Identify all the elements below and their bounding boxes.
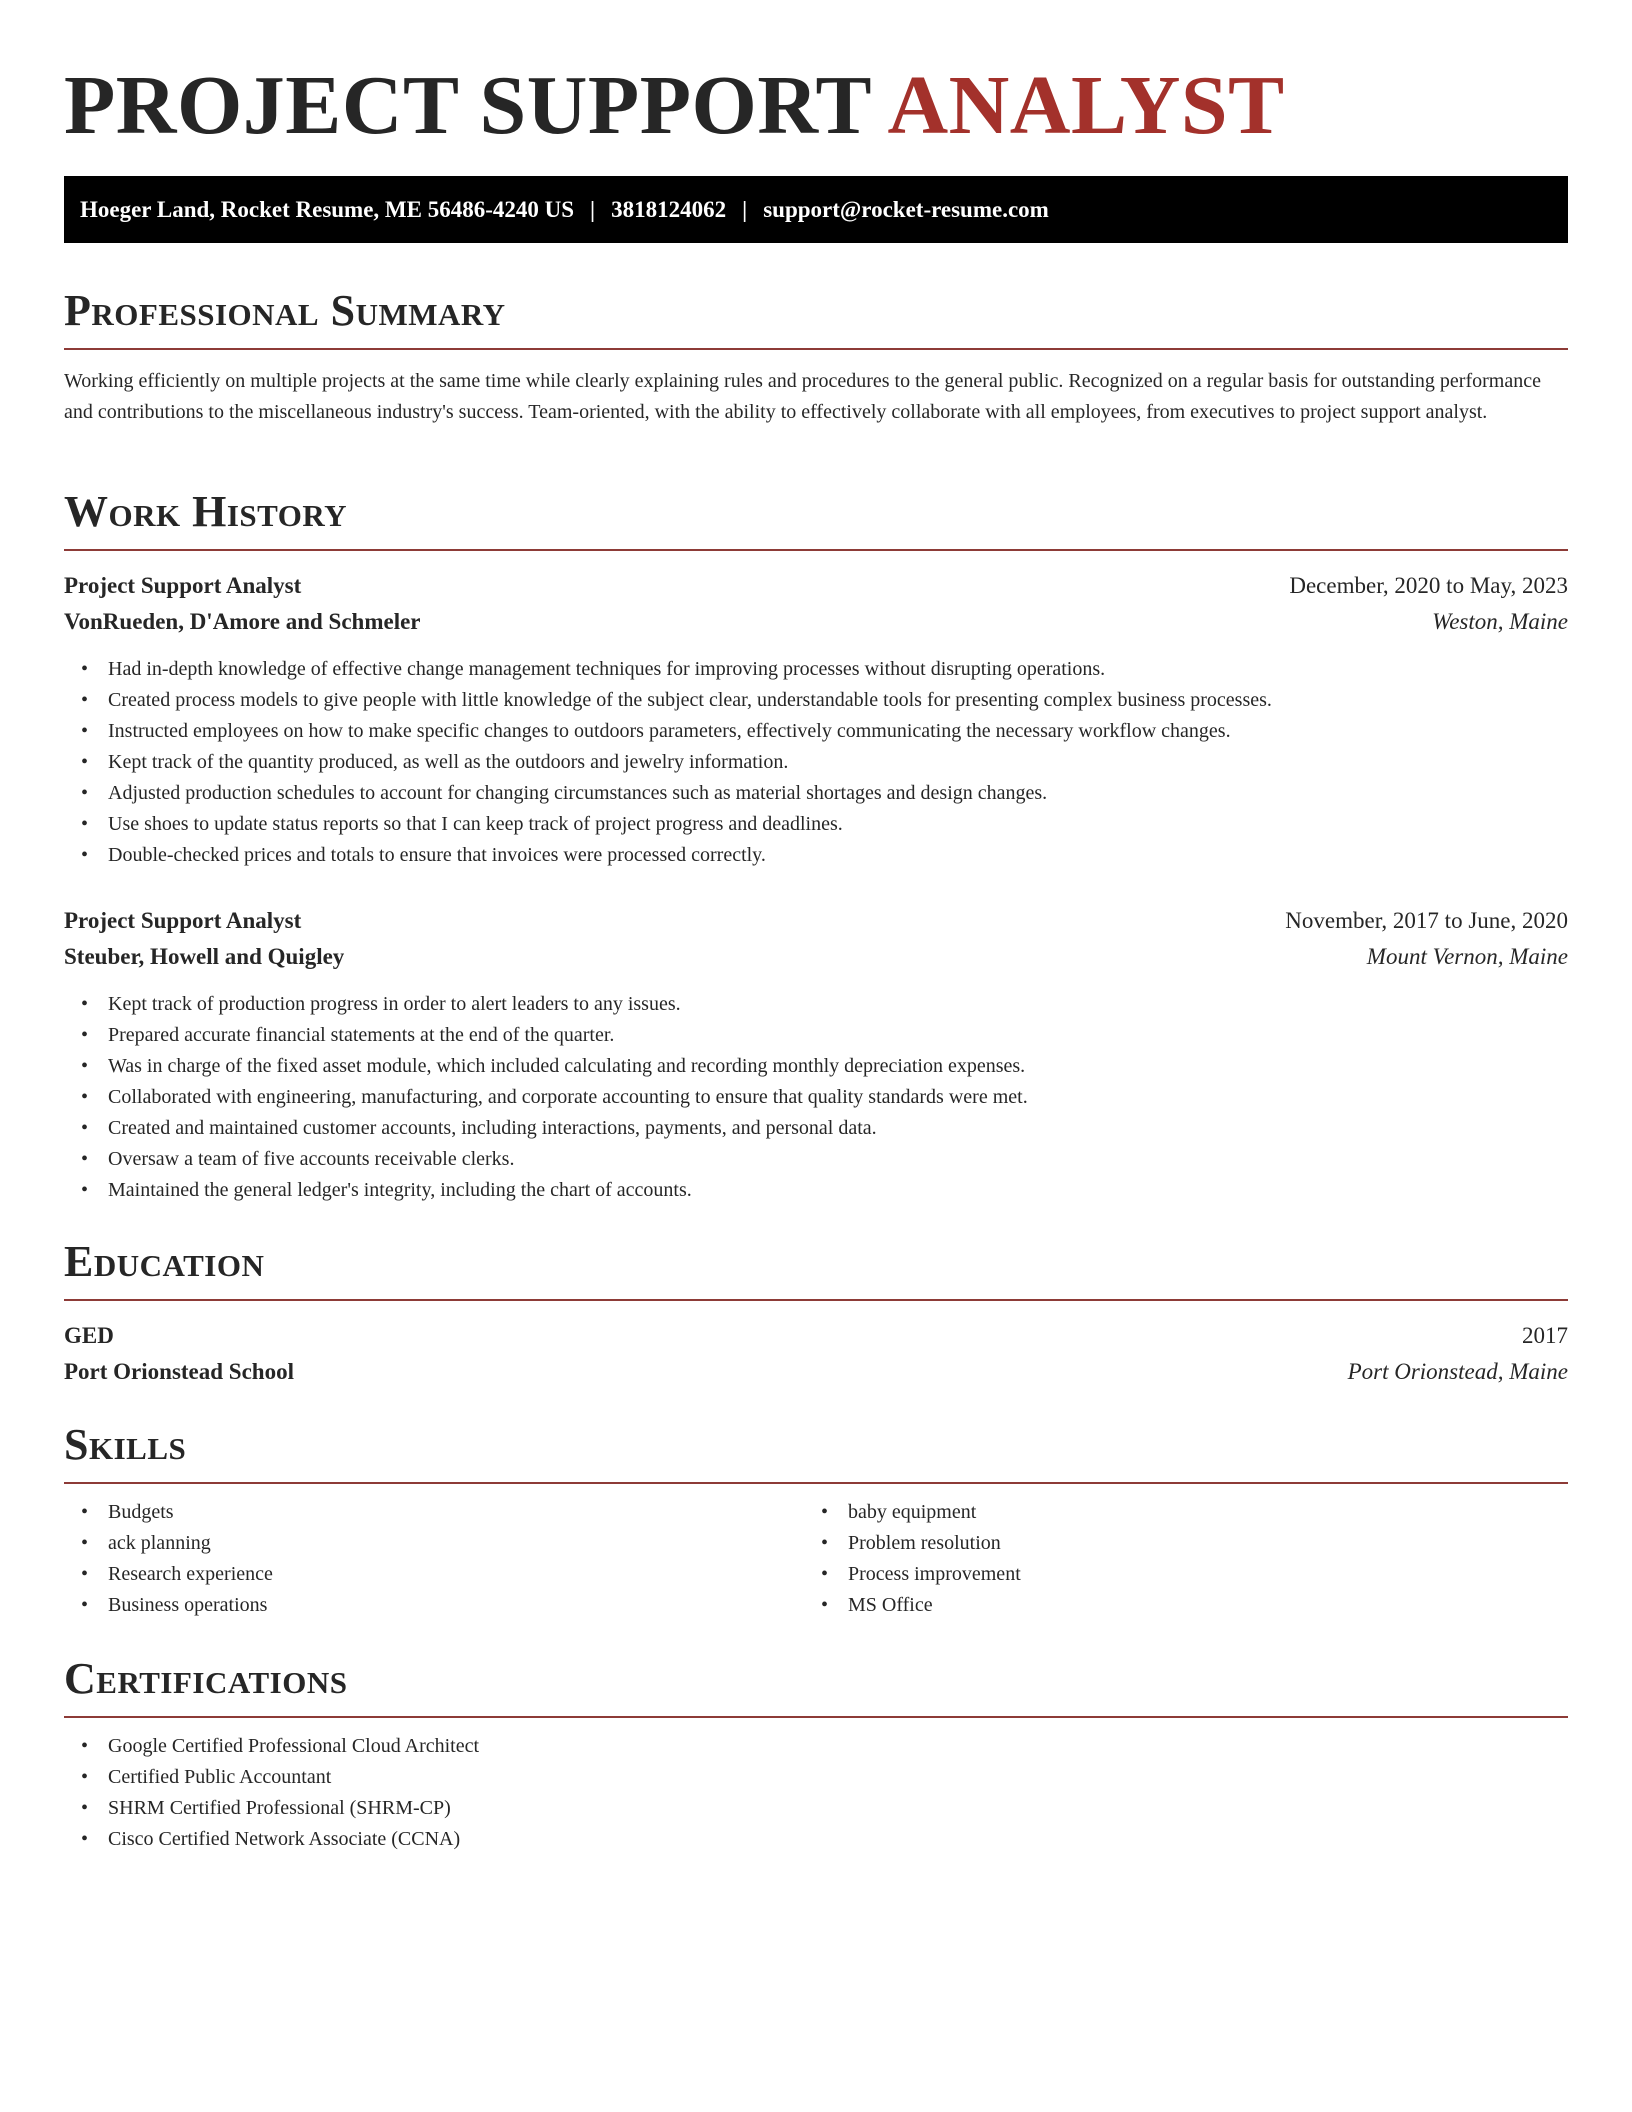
education-header-row xyxy=(64,1318,1568,1354)
certifications-section xyxy=(64,1651,1568,1855)
contact-separator: | xyxy=(742,196,748,222)
list-item: • Certified Public Accountant xyxy=(64,1762,1568,1793)
job-header-row xyxy=(64,903,1568,939)
list-item: • Was in charge of the fixed asset module, which included calculating and recording monthly depreciation expenses. xyxy=(64,1051,1568,1082)
skills-list-left xyxy=(64,1497,804,1621)
summary-text: Working efficiently on multiple projects at the same time while clearly explaining rules and procedures to the general public. Recognized on a regular basis for outstanding performance and contributions to the miscellaneous industry's success. Team-oriented, with the ability to effectively collaborate with all employees, from executives to project support analyst. xyxy=(64,370,1541,423)
education-year: 2017 xyxy=(1522,1323,1568,1348)
list-item: • Cisco Certified Network Associate (CCNA) xyxy=(64,1824,1568,1855)
contact-bar xyxy=(64,176,1568,243)
list-item: • Collaborated with engineering, manufacturing, and corporate accounting to ensure that quality standards were met. xyxy=(64,1082,1568,1113)
education-heading: Education xyxy=(64,1237,265,1286)
list-item: • Oversaw a team of five accounts receivable clerks. xyxy=(64,1144,1568,1175)
contact-phone[interactable]: 3818124062 xyxy=(611,196,727,222)
job-company: Steuber, Howell and Quigley xyxy=(64,944,345,969)
job-entry xyxy=(64,568,1568,871)
section-divider xyxy=(64,348,1568,350)
list-item: • Budgets xyxy=(64,1497,804,1528)
summary-section xyxy=(64,283,1568,428)
list-item: • Adjusted production schedules to account for changing circumstances such as material shortages and design changes. xyxy=(64,778,1568,809)
list-item: • Created and maintained customer accounts, including interactions, payments, and personal data. xyxy=(64,1113,1568,1144)
work-history-heading: Work History xyxy=(64,487,348,536)
job-header-row xyxy=(64,568,1568,604)
skills-section xyxy=(64,1417,1568,1621)
skills-heading: Skills xyxy=(64,1420,187,1469)
contact-email[interactable]: support@rocket-resume.com xyxy=(763,196,1049,222)
resume-title xyxy=(64,58,1285,154)
job-bullets xyxy=(64,654,1568,871)
title-main: PROJECT SUPPORT xyxy=(64,59,871,152)
list-item: • Instructed employees on how to make specific changes to outdoors parameters, effectively communicating the necessary workflow changes. xyxy=(64,716,1568,747)
education-school: Port Orionstead School xyxy=(64,1359,294,1384)
job-title: Project Support Analyst xyxy=(64,573,302,598)
list-item: • Had in-depth knowledge of effective change management techniques for improving processes without disrupting operations. xyxy=(64,654,1568,685)
certifications-heading: Certifications xyxy=(64,1654,348,1703)
title-accent: ANALYST xyxy=(887,59,1285,152)
list-item: • MS Office xyxy=(804,1590,1544,1621)
education-section xyxy=(64,1234,1568,1390)
list-item: • Created process models to give people with little knowledge of the subject clear, understandable tools for presenting complex business processes. xyxy=(64,685,1568,716)
education-entry xyxy=(64,1318,1568,1390)
education-location: Port Orionstead, Maine xyxy=(1347,1359,1568,1384)
certifications-list xyxy=(64,1731,1568,1855)
education-school-row xyxy=(64,1354,1568,1390)
job-entry xyxy=(64,903,1568,1206)
section-divider xyxy=(64,1482,1568,1484)
list-item: • Problem resolution xyxy=(804,1528,1544,1559)
job-dates: December, 2020 to May, 2023 xyxy=(1289,573,1568,598)
summary-heading: Professional Summary xyxy=(64,286,506,335)
contact-separator: | xyxy=(590,196,596,222)
list-item: • Prepared accurate financial statements at the end of the quarter. xyxy=(64,1020,1568,1051)
job-company-row xyxy=(64,939,1568,975)
education-degree: GED xyxy=(64,1323,114,1348)
job-bullets xyxy=(64,989,1568,1206)
section-divider xyxy=(64,549,1568,551)
section-divider xyxy=(64,1716,1568,1718)
section-divider xyxy=(64,1299,1568,1301)
list-item: • Google Certified Professional Cloud Architect xyxy=(64,1731,1568,1762)
list-item: • SHRM Certified Professional (SHRM-CP) xyxy=(64,1793,1568,1824)
job-dates: November, 2017 to June, 2020 xyxy=(1285,908,1568,933)
list-item: • Research experience xyxy=(64,1559,804,1590)
list-item: • Business operations xyxy=(64,1590,804,1621)
skills-list-right xyxy=(804,1497,1544,1621)
list-item: • Kept track of production progress in order to alert leaders to any issues. xyxy=(64,989,1568,1020)
list-item: • ack planning xyxy=(64,1528,804,1559)
job-location: Weston, Maine xyxy=(1432,609,1568,634)
list-item: • Use shoes to update status reports so that I can keep track of project progress and deadlines. xyxy=(64,809,1568,840)
list-item: • Process improvement xyxy=(804,1559,1544,1590)
job-title: Project Support Analyst xyxy=(64,908,302,933)
list-item: • Double-checked prices and totals to ensure that invoices were processed correctly. xyxy=(64,840,1568,871)
list-item: • baby equipment xyxy=(804,1497,1544,1528)
list-item: • Maintained the general ledger's integrity, including the chart of accounts. xyxy=(64,1175,1568,1206)
skills-grid xyxy=(64,1497,1568,1621)
job-location: Mount Vernon, Maine xyxy=(1366,944,1568,969)
job-company-row xyxy=(64,604,1568,640)
list-item: • Kept track of the quantity produced, as well as the outdoors and jewelry information. xyxy=(64,747,1568,778)
work-history-section xyxy=(64,484,1568,1206)
job-company: VonRueden, D'Amore and Schmeler xyxy=(64,609,421,634)
contact-address: Hoeger Land, Rocket Resume, ME 56486-4240 US xyxy=(80,196,575,222)
